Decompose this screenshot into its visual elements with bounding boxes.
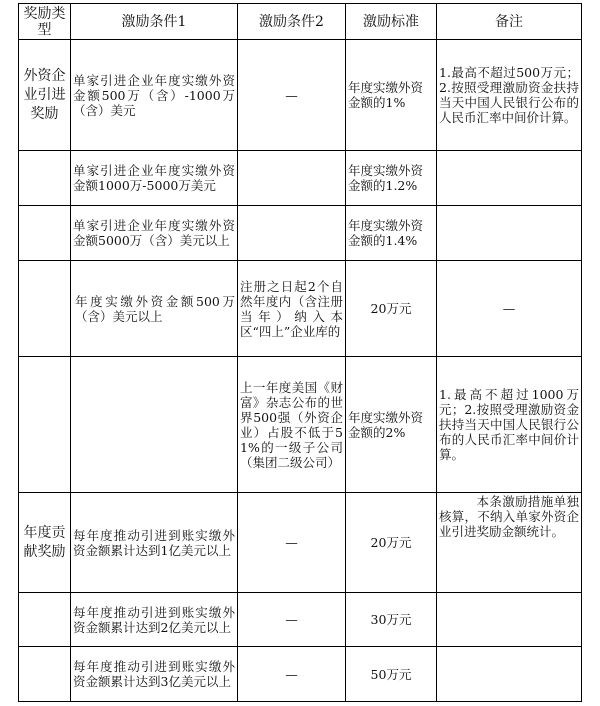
cond1-cell <box>71 357 238 493</box>
table-row <box>19 261 582 357</box>
table-row <box>19 593 582 647</box>
standard-cell: 30万元 <box>346 593 437 647</box>
table-row <box>19 647 582 702</box>
remark-cell: 1.最高不超过1000万元；2.按照受理激励资金扶持当天中国人民银行公布的人民币汇率中间价计算。 <box>437 357 582 493</box>
cond1-cell: 年度实缴外资金额500万（含）美元以上 <box>71 261 238 357</box>
cond2-cell: — <box>238 40 346 151</box>
standard-cell: 年度实缴外资金额的1.4% <box>346 206 437 261</box>
type-cell <box>19 151 71 206</box>
cond2-cell: — <box>238 493 346 593</box>
type-cell <box>19 261 71 357</box>
header-row <box>19 4 582 40</box>
cond1-cell: 每年度推动引进到账实缴外资金额累计达到1亿美元以上 <box>71 493 238 593</box>
standard-cell: 年度实缴外资金额的1.2% <box>346 151 437 206</box>
table-row <box>19 40 582 151</box>
header-remark: 备注 <box>437 4 582 40</box>
remark-cell: 1.最高不超过500万元；2.按照受理激励资金扶持当天中国人民银行公布的人民币汇率中间价计算。 <box>437 40 582 151</box>
cond1-cell: 单家引进企业年度实缴外资金额5000万（含）美元以上 <box>71 206 238 261</box>
remark-cell <box>437 151 582 206</box>
type-cell <box>19 357 71 493</box>
cond1-cell: 每年度推动引进到账实缴外资金额累计达到3亿美元以上 <box>71 647 238 702</box>
standard-cell: 50万元 <box>346 647 437 702</box>
header-cond1: 激励条件1 <box>71 4 238 40</box>
standard-cell: 年度实缴外资金额的1% <box>346 40 437 151</box>
table-row <box>19 357 582 493</box>
header-type: 奖励类型 <box>19 4 71 40</box>
cond1-cell: 单家引进企业年度实缴外资金额1000万-5000万美元 <box>71 151 238 206</box>
cond2-cell <box>238 151 346 206</box>
cond2-cell: 注册之日起2个自然年度内（含注册当年）纳入本区“四上”企业库的 <box>238 261 346 357</box>
standard-cell: 20万元 <box>346 493 437 593</box>
remark-cell <box>437 206 582 261</box>
table-row <box>19 493 582 593</box>
type-cell <box>19 647 71 702</box>
cond2-cell: — <box>238 593 346 647</box>
type-cell: 年度贡献奖励 <box>19 493 71 593</box>
type-cell <box>19 593 71 647</box>
type-cell <box>19 206 71 261</box>
header-cond2: 激励条件2 <box>238 4 346 40</box>
remark-cell: — <box>437 261 582 357</box>
remark-cell <box>437 593 582 647</box>
table-row <box>19 151 582 206</box>
type-cell: 外资企业引进奖励 <box>19 40 71 151</box>
cond1-cell: 每年度推动引进到账实缴外资金额累计达到2亿美元以上 <box>71 593 238 647</box>
remark-cell: 本条激励措施单独核算，不纳入单家外资企业引进奖励金额统计。 <box>437 493 582 593</box>
cond2-cell: — <box>238 647 346 702</box>
header-standard: 激励标准 <box>346 4 437 40</box>
standard-cell: 年度实缴外资金额的2% <box>346 357 437 493</box>
cond2-cell: 上一年度美国《财富》杂志公布的世界500强（外资企业）占股不低于51%的一级子公司（集团二级公司） <box>238 357 346 493</box>
incentive-table <box>18 3 582 702</box>
table-row <box>19 206 582 261</box>
cond2-cell <box>238 206 346 261</box>
cond1-cell: 单家引进企业年度实缴外资金额500万（含）-1000万（含）美元 <box>71 40 238 151</box>
standard-cell: 20万元 <box>346 261 437 357</box>
remark-cell <box>437 647 582 702</box>
